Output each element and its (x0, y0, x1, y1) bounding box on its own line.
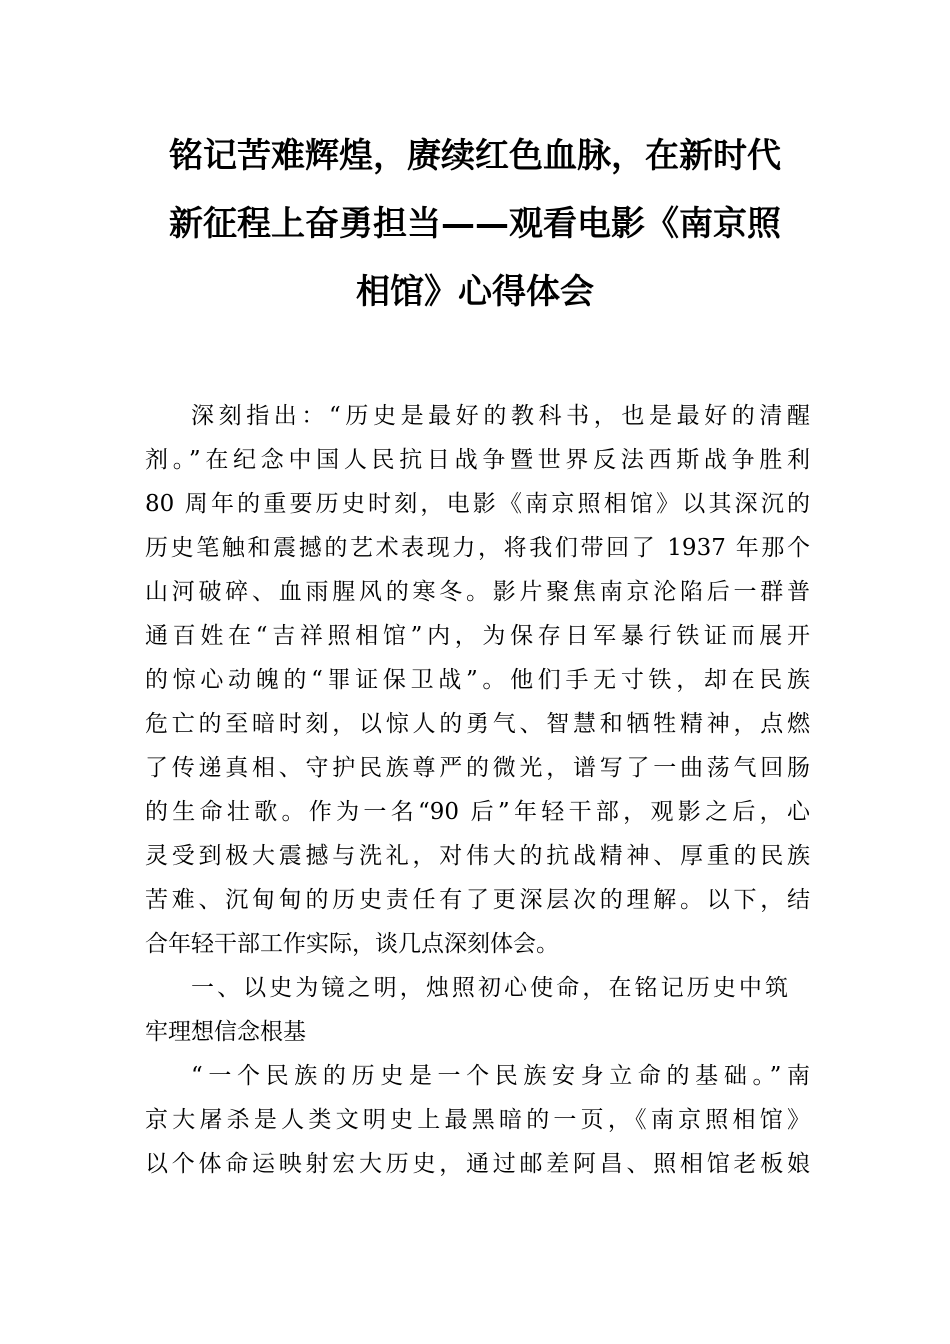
text-line: 灵受到极大震撼与洗礼，对伟大的抗战精神、厚重的民族 (145, 843, 810, 869)
text-line: 通百姓在“吉祥照相馆”内，为保存日军暴行铁证而展开 (145, 623, 810, 649)
title-line: 铭记苦难辉煌，赓续红色血脉，在新时代 (169, 136, 781, 176)
document-body (145, 394, 810, 1186)
text-line: 剂。”在纪念中国人民抗日战争暨世界反法西斯战争胜利 (145, 447, 810, 473)
text-line: 历史笔触和震撼的艺术表现力，将我们带回了 1937 年那个 (145, 535, 810, 561)
title-line: 新征程上奋勇担当——观看电影《南京照 (169, 204, 781, 244)
text-line: 了传递真相、守护民族尊严的微光，谱写了一曲荡气回肠 (145, 755, 810, 781)
text-line: 的生命壮歌。作为一名“90 后”年轻干部，观影之后，心 (145, 799, 810, 825)
text-line: 以个体命运映射宏大历史，通过邮差阿昌、照相馆老板娘 (145, 1151, 810, 1177)
text-line: 合年轻干部工作实际，谈几点深刻体会。 (145, 931, 559, 957)
heading-line: 一、以史为镜之明，烛照初心使命，在铭记历史中筑 (191, 975, 788, 1001)
text-line: 京大屠杀是人类文明史上最黑暗的一页，《南京照相馆》 (145, 1107, 810, 1133)
text-line: 的惊心动魄的“罪证保卫战”。他们手无寸铁，却在民族 (145, 667, 810, 693)
heading-line: 牢理想信念根基 (145, 1019, 306, 1045)
paragraph-section1 (145, 1054, 810, 1186)
text-line: 深刻指出：“历史是最好的教科书，也是最好的清醒 (191, 403, 810, 429)
document-title (150, 122, 800, 326)
title-line: 相馆》心得体会 (356, 272, 594, 312)
section-heading (145, 966, 810, 1054)
text-line: 80 周年的重要历史时刻，电影《南京照相馆》以其深沉的 (145, 491, 810, 517)
text-line: 山河破碎、血雨腥风的寒冬。影片聚焦南京沦陷后一群普 (145, 579, 810, 605)
text-line: 苦难、沉甸甸的历史责任有了更深层次的理解。以下，结 (145, 887, 810, 913)
text-line: 危亡的至暗时刻，以惊人的勇气、智慧和牺牲精神，点燃 (145, 711, 810, 737)
text-line: “一个民族的历史是一个民族安身立命的基础。”南 (191, 1063, 810, 1089)
paragraph-intro (145, 394, 810, 966)
